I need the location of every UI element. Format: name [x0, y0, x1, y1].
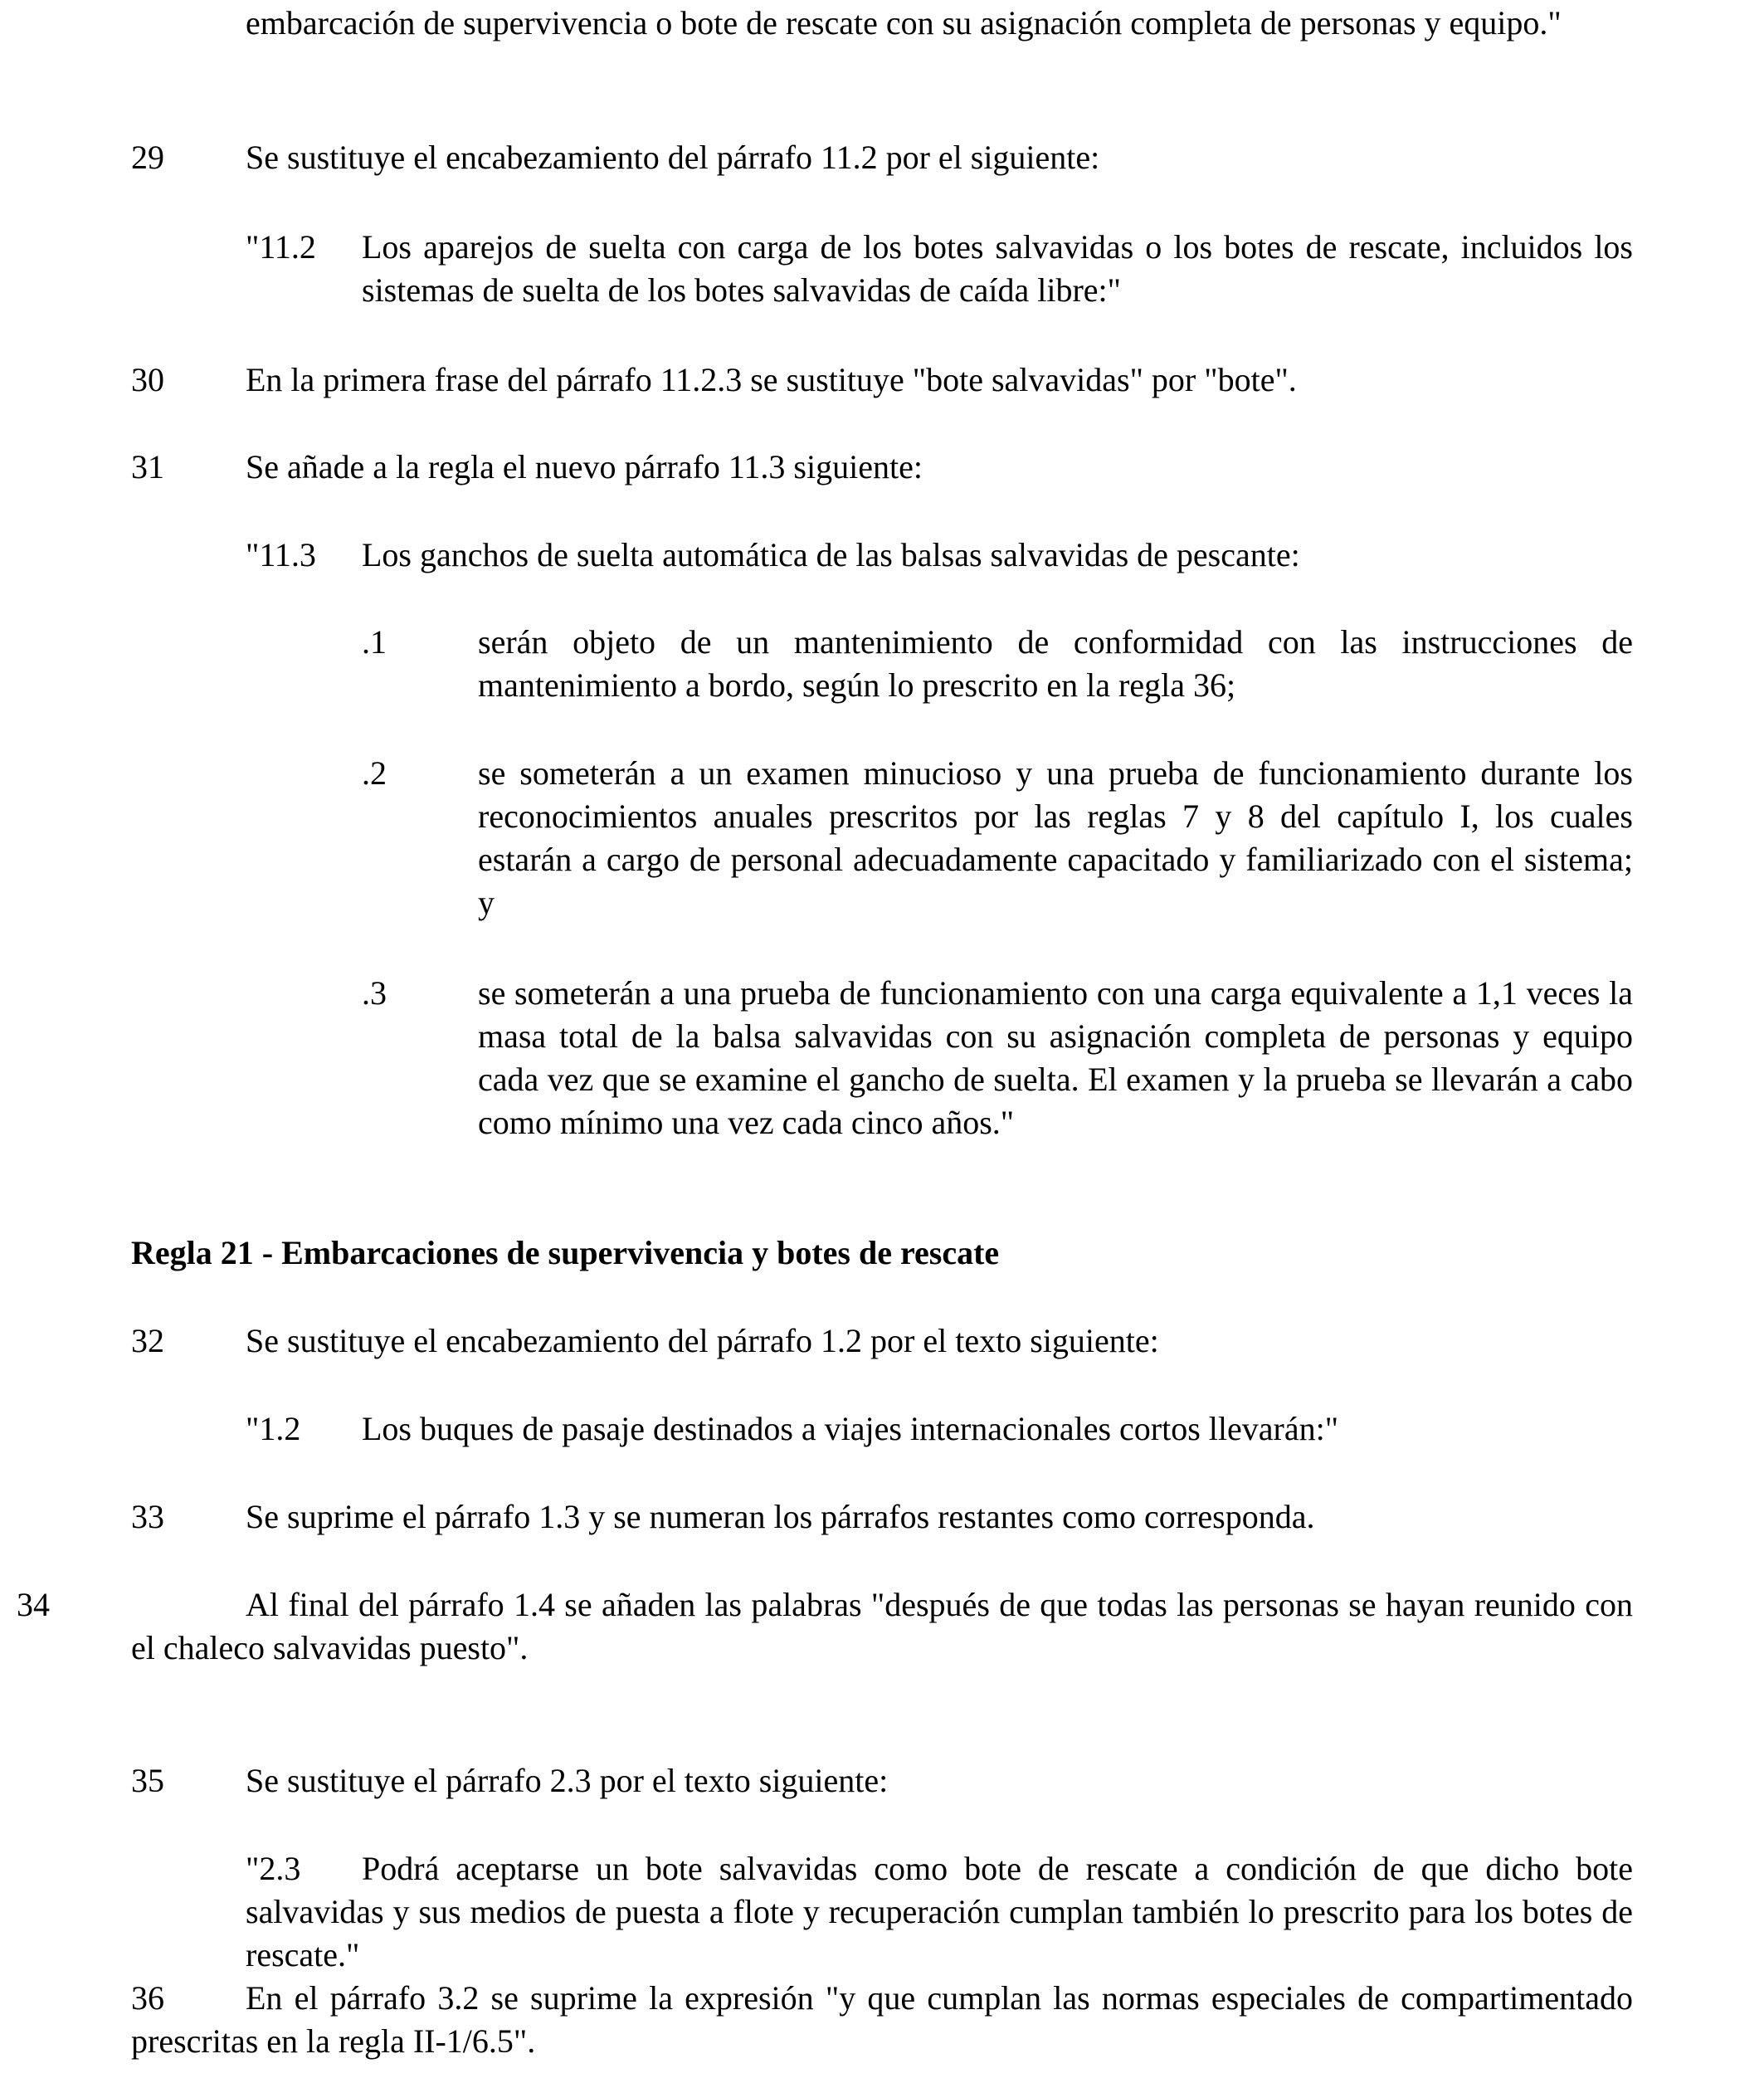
paragraph-34: [17, 1583, 1633, 1670]
quote-number-2-3: "2.3: [246, 1850, 301, 1887]
section-heading: Regla 21 - Embarcaciones de supervivencia y botes de rescate: [131, 1234, 1000, 1271]
quote-2-3-text: Podrá aceptarse un bote salvavidas como bote de rescate a condición de que dicho bote salvavidas y sus medios de puesta a flote y recuperación cumplan también lo prescrito para los botes de rescate.": [246, 1850, 1633, 1973]
quote-1-2-text: Los buques de pasaje destinados a viajes internacionales cortos llevarán:": [362, 1410, 1339, 1447]
quote-11-2-text: Los aparejos de suelta con carga de los botes salvavidas o los botes de rescate, incluidos los sistemas de suelta de los botes salvavidas de caída libre:": [362, 228, 1633, 309]
quote-number-11-3: "11.3: [246, 536, 316, 573]
paragraph-35-text: Se sustituye el párrafo 2.3 por el texto siguiente:: [246, 1762, 889, 1799]
paragraph-number-32: 32: [131, 1322, 164, 1359]
quote-number-1-2: "1.2: [246, 1410, 301, 1447]
paragraph-32-text: Se sustituye el encabezamiento del párrafo 1.2 por el texto siguiente:: [246, 1322, 1159, 1359]
subitem-2-text: se someterán a un examen minucioso y una prueba de funcionamiento durante los reconocimientos anuales prescritos por las reglas 7 y 8 del capítulo I, los cuales estarán a cargo de personal adecuadamente capacitado y familiarizado con el sistema; y: [478, 754, 1633, 921]
paragraph-number-30: 30: [131, 361, 164, 398]
paragraph-30-text: En la primera frase del párrafo 11.2.3 se sustituye "bote salvavidas" por "bote".: [246, 361, 1297, 398]
paragraph-36: [131, 1977, 1633, 2063]
paragraph-31-text: Se añade a la regla el nuevo párrafo 11.3 siguiente:: [246, 448, 923, 485]
paragraph-number-34: 34: [17, 1586, 50, 1623]
paragraph-number-36: 36: [131, 1979, 164, 2017]
subitem-label-1: .1: [362, 623, 387, 661]
paragraph-number-33: 33: [131, 1498, 164, 1535]
quote-2-3: [246, 1847, 1633, 1977]
paragraph-number-31: 31: [131, 448, 164, 485]
subitem-3-text: se someterán a una prueba de funcionamiento con una carga equivalente a 1,1 veces la masa total de la balsa salvavidas con su asignación completa de personas y equipo cada vez que se examine el gancho de suelta. El examen y la prueba se llevarán a cabo como mínimo una vez cada cinco años.": [478, 974, 1633, 1141]
quote-number-11-2: "11.2: [246, 228, 316, 266]
quote-11-3-text: Los ganchos de suelta automática de las balsas salvavidas de pescante:: [362, 536, 1300, 573]
subitem-1-text: serán objeto de un mantenimiento de conformidad con las instrucciones de mantenimiento a bordo, según lo prescrito en la regla 36;: [478, 623, 1633, 704]
paragraph-number-29: 29: [131, 139, 164, 176]
subitem-label-3: .3: [362, 974, 387, 1012]
paragraph-29-text: Se sustituye el encabezamiento del párrafo 11.2 por el siguiente:: [246, 139, 1100, 176]
paragraph-36-text: En el párrafo 3.2 se suprime la expresión "y que cumplan las normas especiales de compartimentado prescritas en la regla II-1/6.5".: [131, 1979, 1633, 2060]
paragraph-34-text: Al final del párrafo 1.4 se añaden las palabras "después de que todas las personas se hayan reunido con el chaleco salvavidas puesto".: [131, 1586, 1633, 1666]
paragraph-number-35: 35: [131, 1762, 164, 1799]
subitem-label-2: .2: [362, 754, 387, 792]
continuation-paragraph: embarcación de supervivencia o bote de rescate con su asignación completa de personas y equipo.": [246, 4, 1562, 41]
paragraph-33-text: Se suprime el párrafo 1.3 y se numeran los párrafos restantes como corresponda.: [246, 1498, 1315, 1535]
